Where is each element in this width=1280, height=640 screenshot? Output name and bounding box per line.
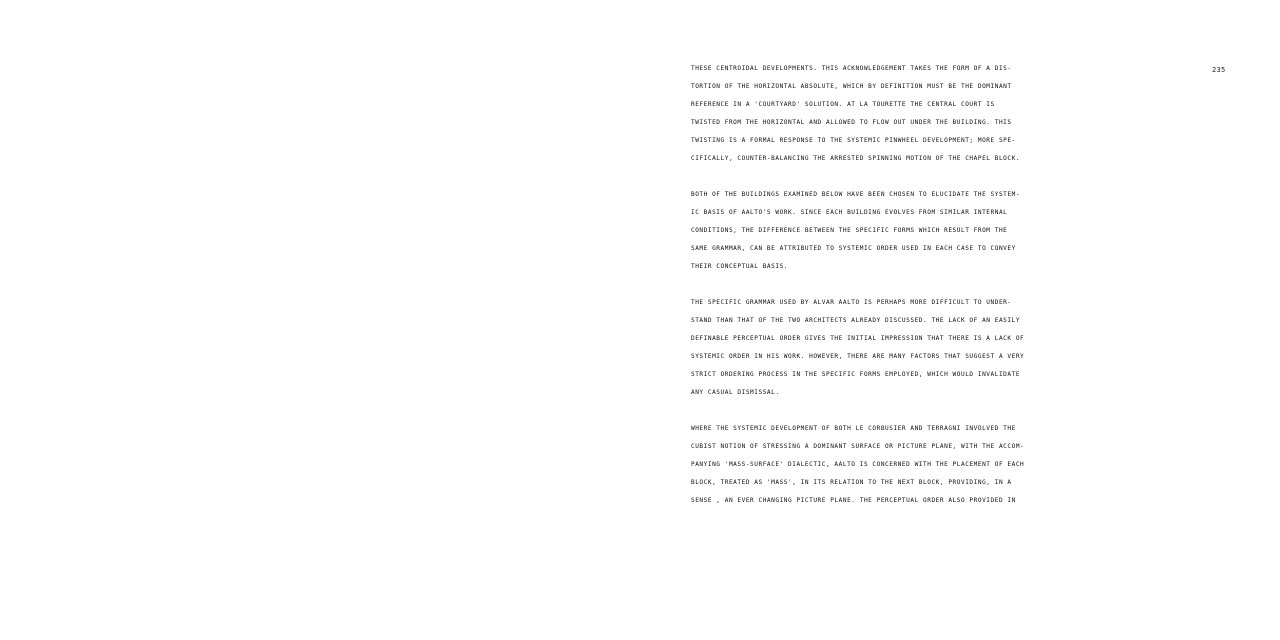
text-line: BOTH OF THE BUILDINGS EXAMINED BELOW HAVE BEEN CHOSEN TO ELUCIDATE THE SYSTEM- [691, 191, 1021, 198]
text-line: TWISTING IS A FORMAL RESPONSE TO THE SYSTEMIC PINWHEEL DEVELOPMENT; MORE SPE- [691, 137, 1016, 144]
text-line: THESE CENTROIDAL DEVELOPMENTS. THIS ACKNOWLEDGEMENT TAKES THE FORM OF A DIS- [691, 65, 1012, 72]
text-line: IC BASIS OF AALTO'S WORK. SINCE EACH BUILDING EVOLVES FROM SIMILAR INTERNAL [691, 209, 1008, 216]
paragraph [691, 296, 1047, 404]
body-text [691, 62, 1047, 530]
paragraph [691, 62, 1047, 170]
text-line: TORTION OF THE HORIZONTAL ABSOLUTE, WHICH BY DEFINITION MUST BE THE DOMINANT [691, 83, 1012, 90]
text-line: STRICT ORDERING PROCESS IN THE SPECIFIC FORMS EMPLOYED, WHICH WOULD INVALIDATE [691, 371, 1021, 378]
page-number: 235 [1212, 66, 1226, 74]
text-line: CIFICALLY, COUNTER-BALANCING THE ARRESTED SPINNING MOTION OF THE CHAPEL BLOCK. [691, 155, 1021, 162]
text-line: SAME GRAMMAR, CAN BE ATTRIBUTED TO SYSTEMIC ORDER USED IN EACH CASE TO CONVEY [691, 245, 1016, 252]
text-line: STAND THAN THAT OF THE TWO ARCHITECTS ALREADY DISCUSSED. THE LACK OF AN EASILY [691, 317, 1021, 324]
text-line: ANY CASUAL DISMISSAL. [691, 389, 780, 396]
text-line: SENSE , AN EVER CHANGING PICTURE PLANE. THE PERCEPTUAL ORDER ALSO PROVIDED IN [691, 497, 1016, 504]
text-line: THE SPECIFIC GRAMMAR USED BY ALVAR AALTO IS PERHAPS MORE DIFFICULT TO UNDER- [691, 299, 1012, 306]
text-line: CONDITIONS, THE DIFFERENCE BETWEEN THE SPECIFIC FORMS WHICH RESULT FROM THE [691, 227, 1008, 234]
text-line: BLOCK, TREATED AS 'MASS', IN ITS RELATION TO THE NEXT BLOCK, PROVIDING, IN A [691, 479, 1012, 486]
text-line: DEFINABLE PERCEPTUAL ORDER GIVES THE INITIAL IMPRESSION THAT THERE IS A LACK OF [691, 335, 1025, 342]
text-line: TWISTED FROM THE HORIZONTAL AND ALLOWED TO FLOW OUT UNDER THE BUILDING. THIS [691, 119, 1012, 126]
text-line: CUBIST NOTION OF STRESSING A DOMINANT SURFACE OR PICTURE PLANE, WITH THE ACCOM- [691, 443, 1025, 450]
text-line: SYSTEMIC ORDER IN HIS WORK. HOWEVER, THERE ARE MANY FACTORS THAT SUGGEST A VERY [691, 353, 1025, 360]
text-line: PANYING 'MASS-SURFACE' DIALECTIC, AALTO IS CONCERNED WITH THE PLACEMENT OF EACH [691, 461, 1025, 468]
text-line: REFERENCE IN A 'COURTYARD' SOLUTION. AT LA TOURETTE THE CENTRAL COURT IS [691, 101, 995, 108]
paragraph [691, 188, 1047, 278]
text-line: WHERE THE SYSTEMIC DEVELOPMENT OF BOTH LE CORBUSIER AND TERRAGNI INVOLVED THE [691, 425, 1016, 432]
paragraph [691, 422, 1047, 512]
text-line: THEIR CONCEPTUAL BASIS. [691, 263, 789, 270]
